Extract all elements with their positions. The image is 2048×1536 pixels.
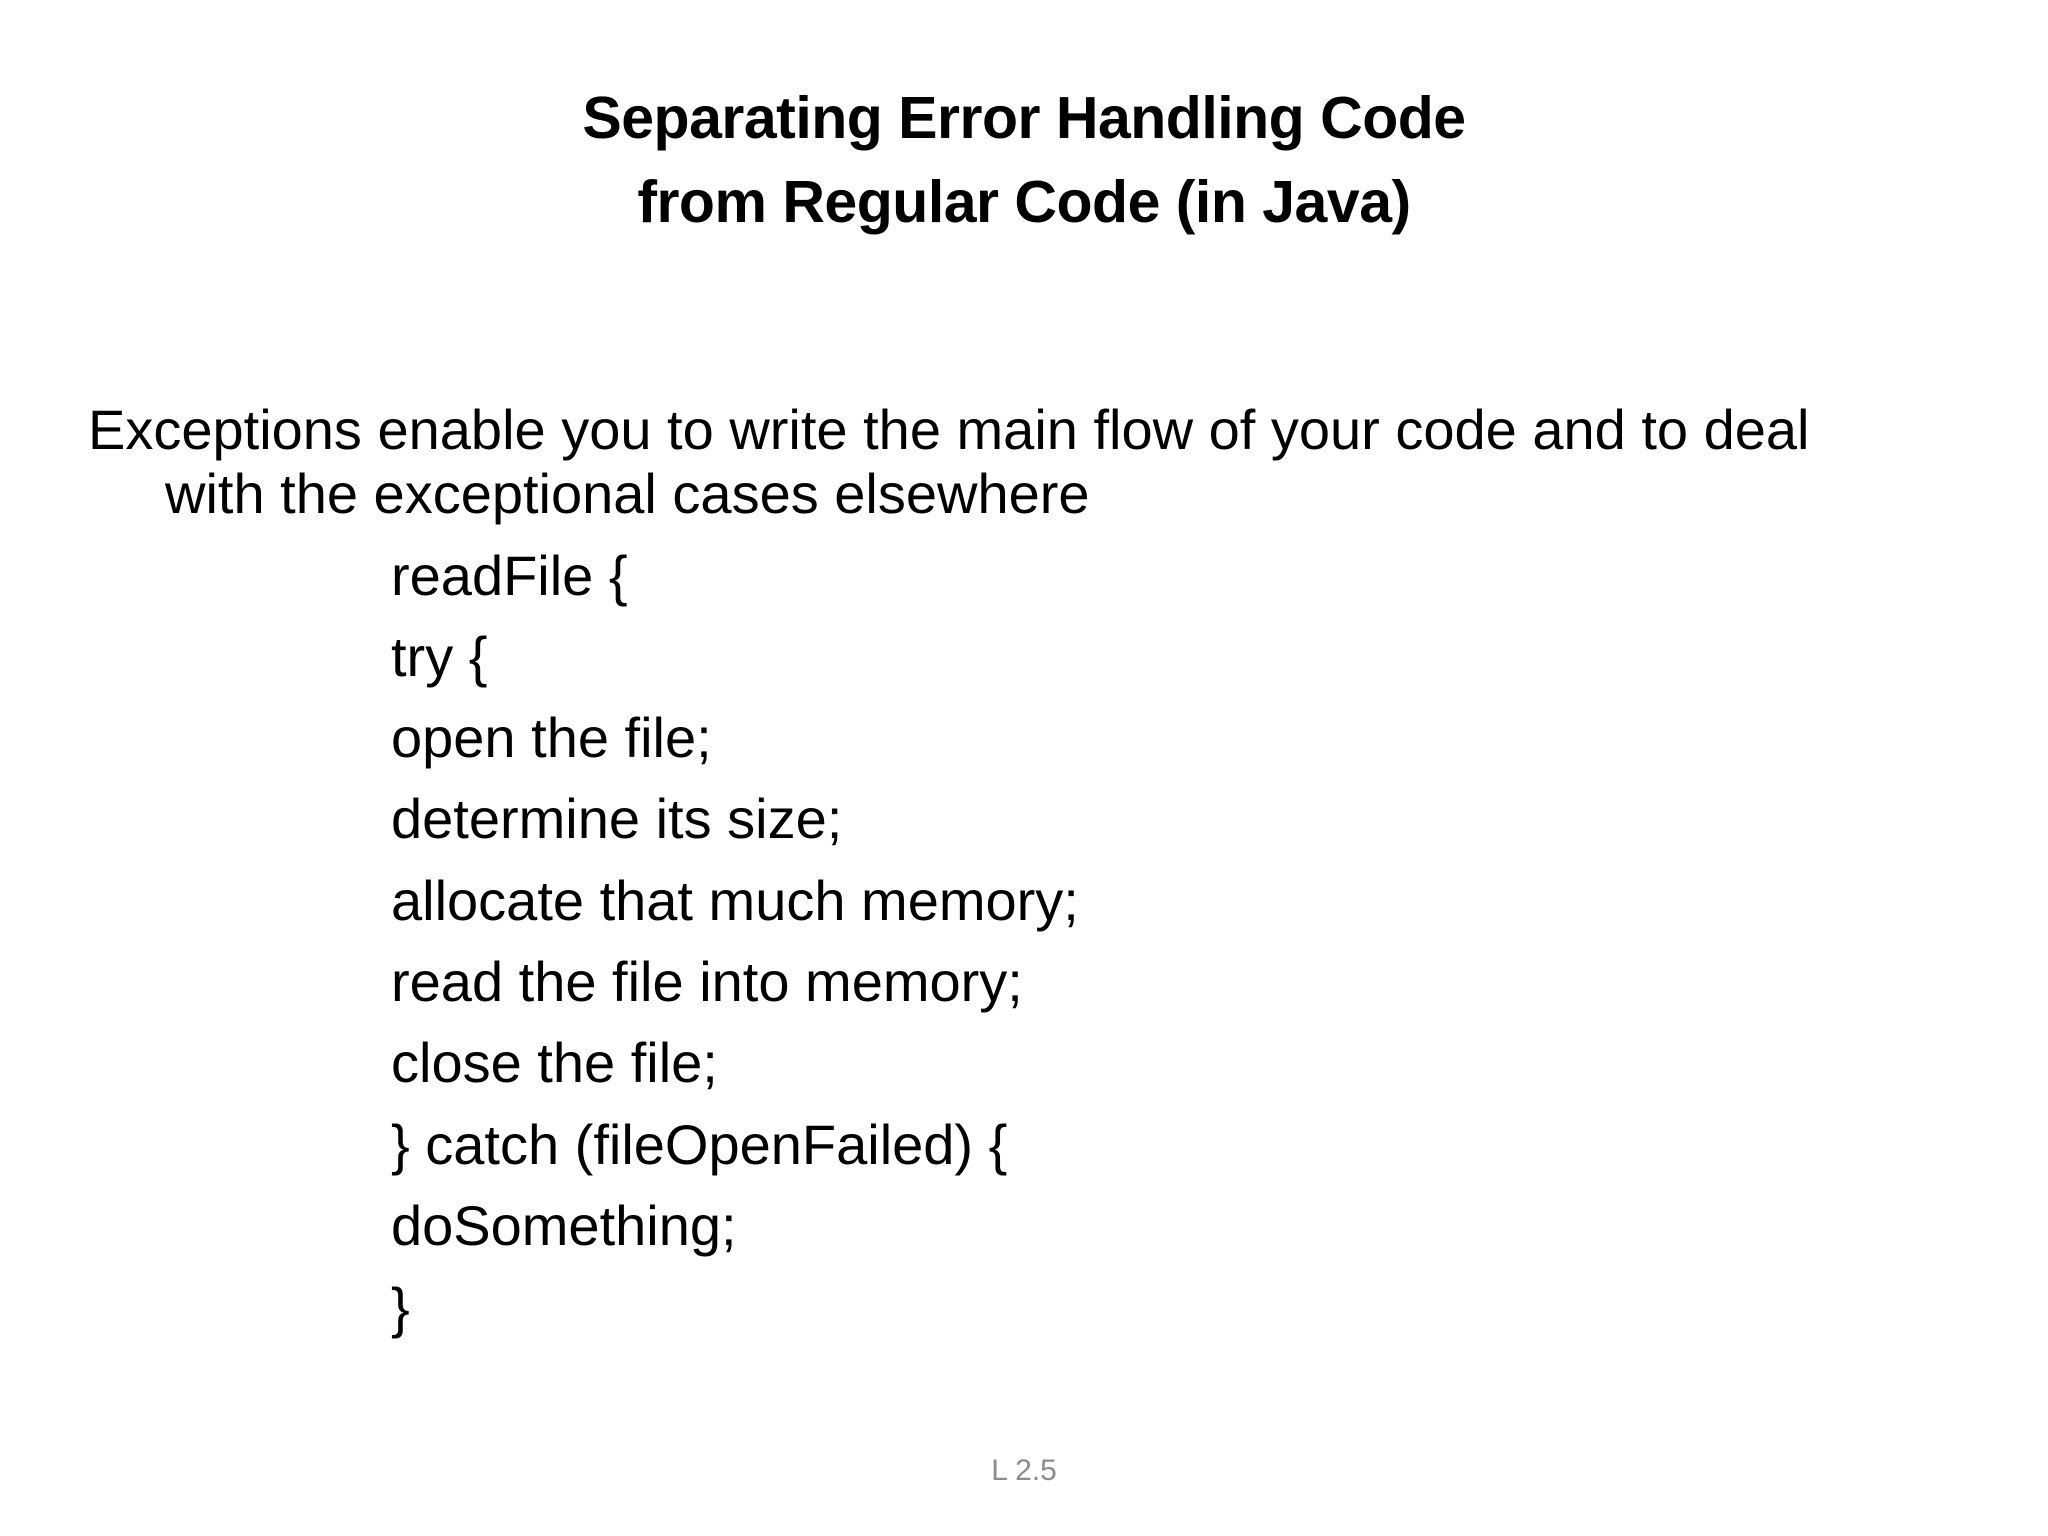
code-line: allocate that much memory; (391, 869, 1079, 932)
code-line: close the file; (391, 1031, 718, 1094)
code-line: open the file; (391, 706, 712, 769)
slide-title-line-1: Separating Error Handling Code (582, 85, 1466, 151)
intro-text-line-1: Exceptions enable you to write the main flow of your code and to deal (88, 398, 1810, 461)
code-line: determine its size; (391, 787, 843, 850)
code-line: readFile { (391, 544, 628, 607)
intro-text-line-2: with the exceptional cases elsewhere (165, 462, 1090, 525)
code-line: } catch (fileOpenFailed) { (391, 1113, 1008, 1176)
code-line: doSomething; (391, 1194, 737, 1257)
slide-title-line-2: from Regular Code (in Java) (637, 169, 1411, 235)
slide-number: L 2.5 (991, 1454, 1057, 1487)
code-line: try { (391, 625, 488, 688)
code-line: read the file into memory; (391, 950, 1023, 1013)
code-line: } (391, 1276, 410, 1339)
